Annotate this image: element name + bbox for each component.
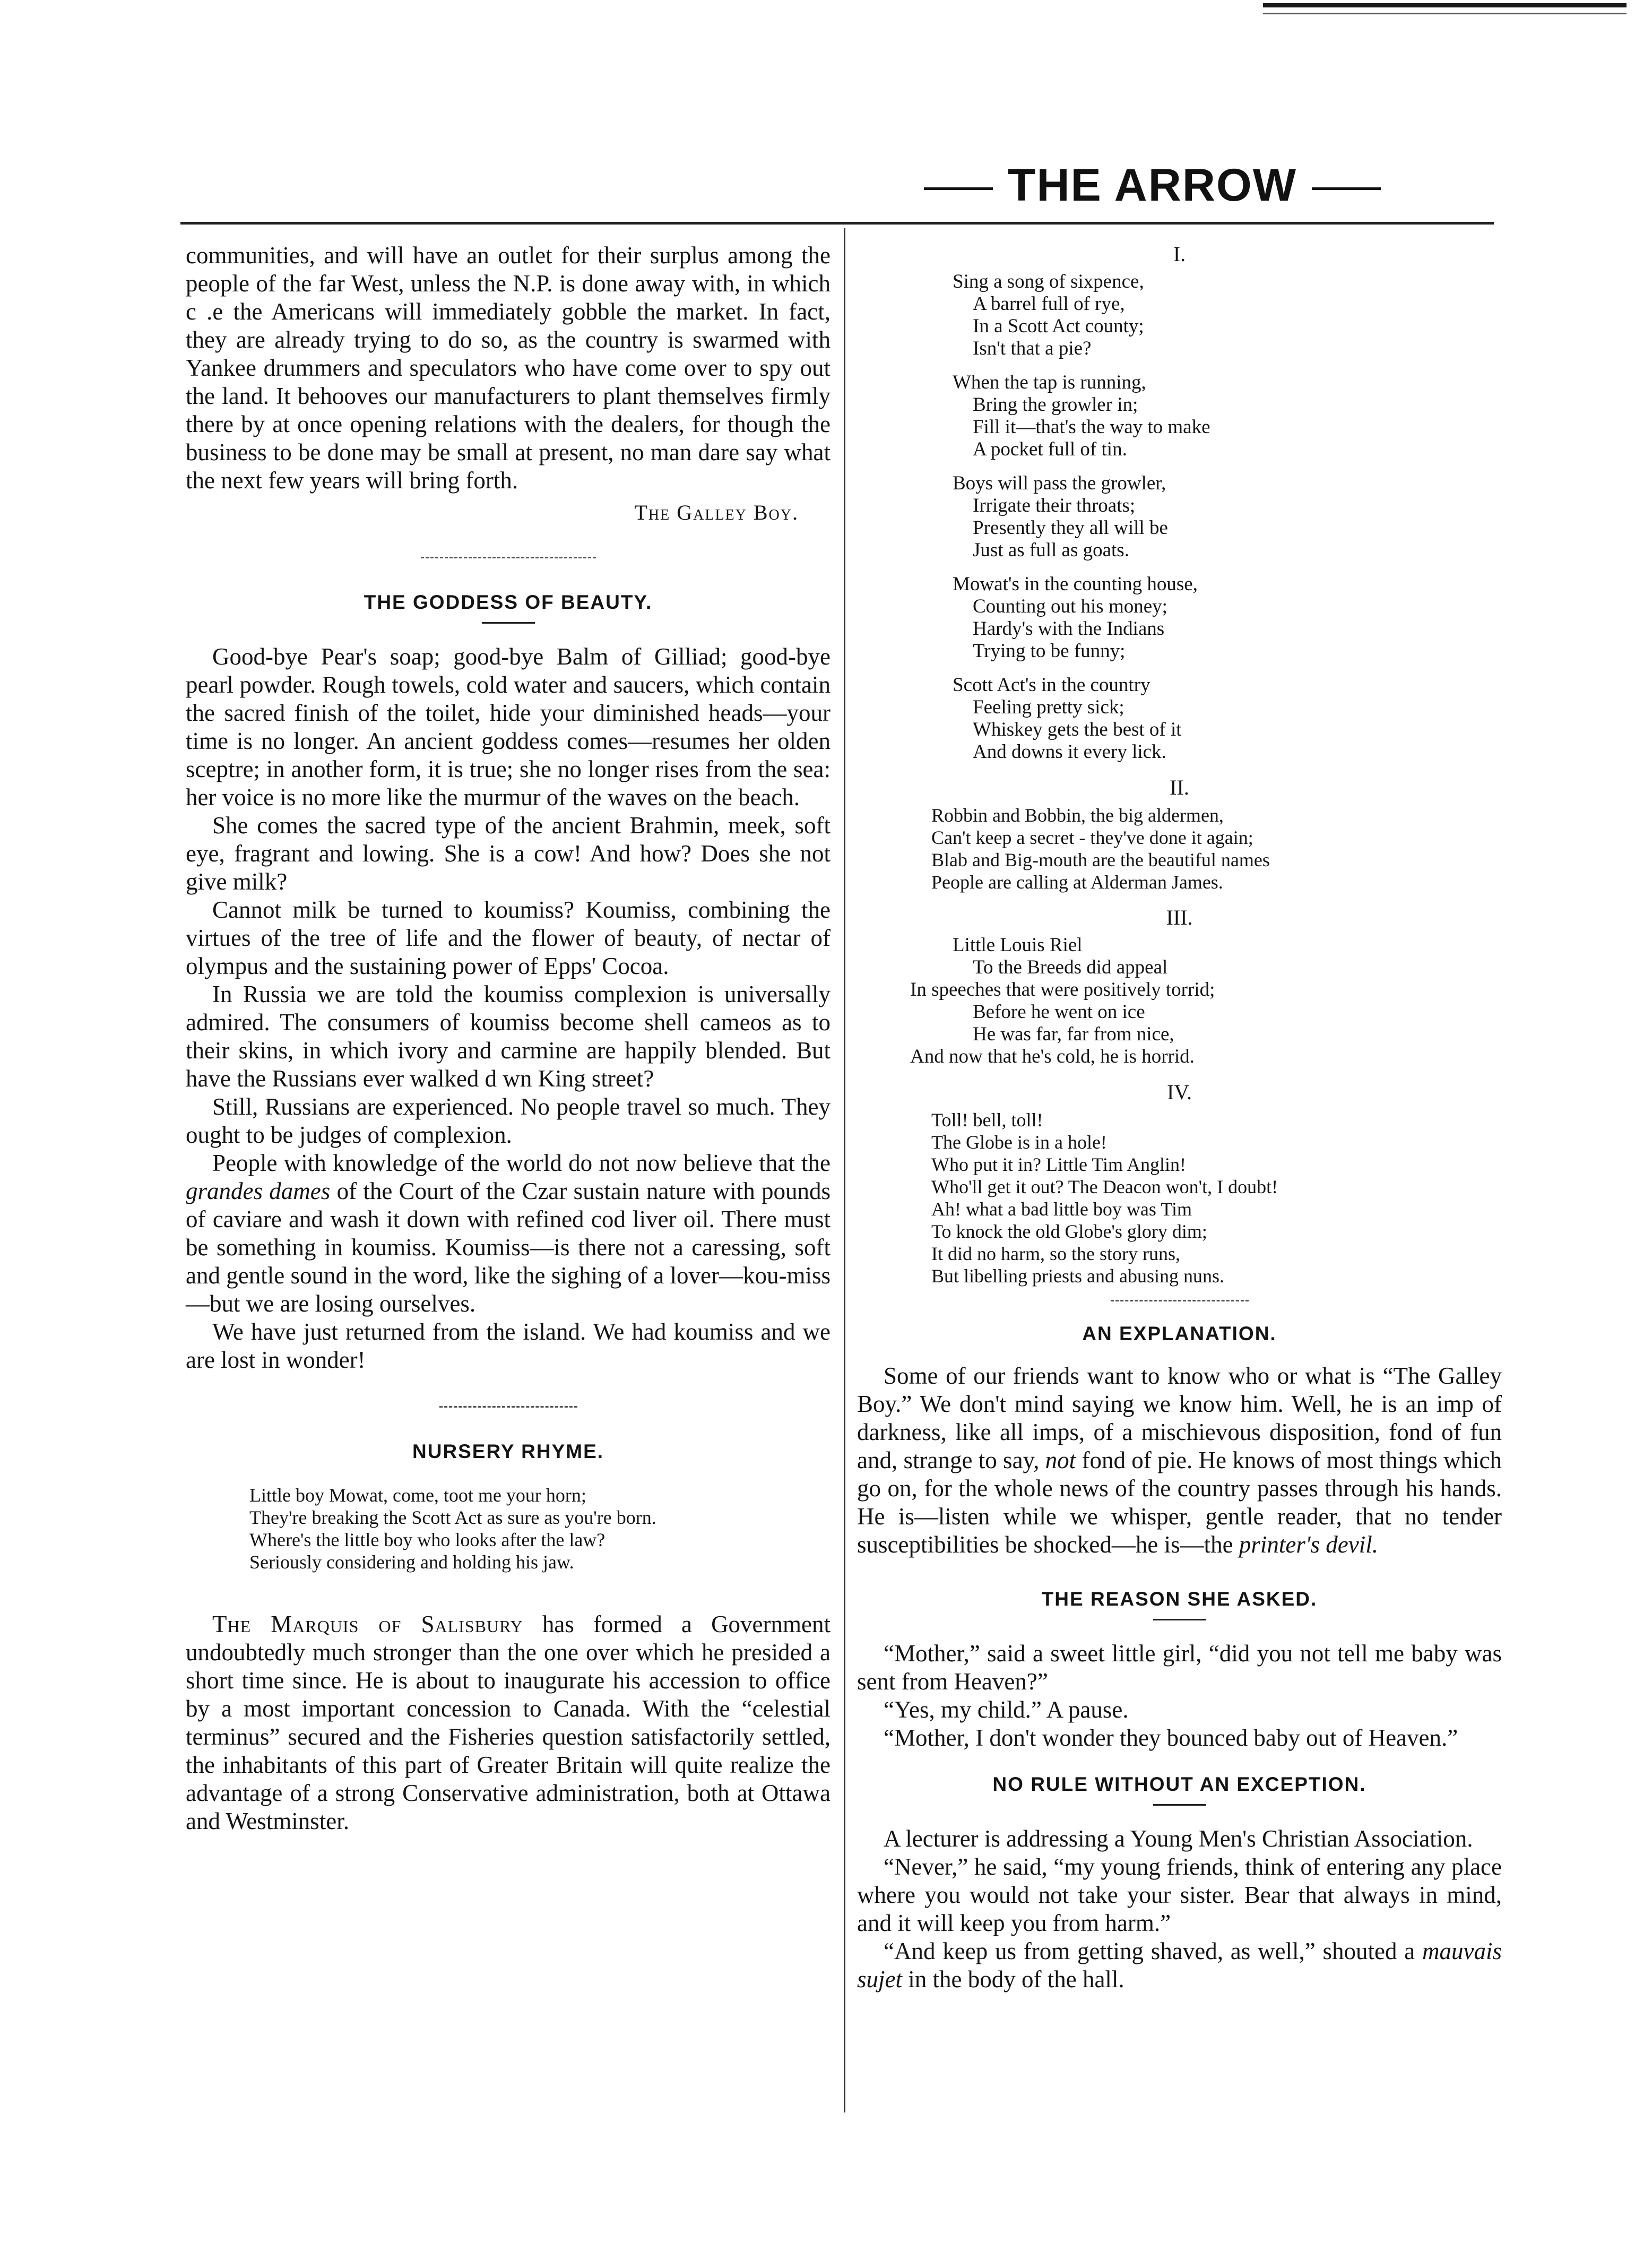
poem-line: Little boy Mowat, come, toot me your horn; (249, 1485, 586, 1506)
rhyme-stanza (953, 271, 1502, 360)
heading-underline (482, 622, 535, 624)
rhyme-line: Can't keep a secret - they've done it again; (931, 827, 1253, 848)
goddess-paragraph: In Russia we are told the koumiss complexion is universally admired. The consumers of koumiss become shell cameos as to their skins, in which ivory and carmine are happily blended. But have the Russians ever walked d wn King street? (186, 981, 831, 1092)
header-rule (180, 222, 1494, 225)
rhyme-stanza (953, 573, 1502, 662)
goddess-paragraph: Still, Russians are experienced. No people travel so much. They ought to be judges of complexion. (186, 1093, 831, 1148)
rhyme-line: A pocket full of tin. (973, 438, 1127, 460)
rhyme-line: It did no harm, so the story runs, (931, 1243, 1180, 1264)
rhyme-line: Feeling pretty sick; (973, 696, 1124, 718)
rhyme-line: Mowat's in the counting house, (953, 573, 1198, 595)
article-signature: The Galley Boy. (634, 501, 799, 524)
heading-underline (1153, 1619, 1206, 1620)
rhyme-stanza (953, 472, 1502, 562)
rhyme-line: Little Louis Riel (953, 934, 1083, 956)
goddess-paragraph (186, 1149, 831, 1318)
rhyme-stanza (910, 934, 1502, 1068)
rhyme-section (931, 1109, 1502, 1287)
rhyme-line: But libelling priests and abusing nuns. (931, 1265, 1224, 1287)
rhyme-line: Blab and Big-mouth are the beautiful names (931, 849, 1270, 870)
top-border-rule-thin (1263, 13, 1627, 14)
text-run: People with knowledge of the world do not now believe that the (212, 1150, 831, 1176)
rhyme-line: Robbin and Bobbin, the big aldermen, (931, 805, 1224, 826)
poem-line: Seriously considering and holding his jaw. (249, 1551, 574, 1573)
goddess-paragraph: We have just returned from the island. We had koumiss and we are lost in wonder! (186, 1318, 831, 1373)
rhyme-line: A barrel full of rye, (973, 293, 1125, 315)
rhyme-line: Hardy's with the Indians (973, 618, 1165, 640)
rhyme-line: In a Scott Act county; (973, 315, 1144, 337)
rhyme-line: Presently they all will be (973, 517, 1168, 539)
rhyme-stanza (953, 372, 1502, 461)
rhyme-section-numeral: II. (1170, 775, 1189, 799)
masthead (0, 159, 1396, 212)
goddess-heading: THE GODDESS OF BEAUTY. (364, 591, 653, 613)
section-separator (439, 1406, 577, 1408)
rhyme-line: Who put it in? Little Tim Anglin! (931, 1154, 1187, 1175)
poem-line: They're breaking the Scott Act as sure as you're born. (249, 1507, 656, 1528)
poem-line: Where's the little boy who looks after the law? (249, 1529, 605, 1550)
page-title: THE ARROW (1007, 160, 1297, 211)
heading-spacer (857, 1345, 1502, 1362)
rhyme-line: To knock the old Globe's glory dim; (931, 1221, 1207, 1242)
text-run: in the body of the hall. (902, 1966, 1124, 1993)
rhyme-line: Bring the growler in; (973, 394, 1138, 416)
reason-heading: THE REASON SHE ASKED. (1041, 1588, 1318, 1610)
rhyme-line: People are calling at Alderman James. (931, 872, 1223, 893)
rhyme-line: The Globe is in a hole! (931, 1132, 1107, 1153)
rhyme-line: And now that he's cold, he is horrid. (910, 1046, 1195, 1067)
rhyme-line: Boys will pass the growler, (953, 472, 1166, 494)
rhyme-section-numeral: I. (1173, 242, 1186, 266)
rhyme-section (953, 271, 1502, 763)
rhyme-line: Trying to be funny; (973, 640, 1126, 662)
continued-article-text: communities, and will have an outlet for their surplus among the people of the far West, unless the N.P. is done away with, in which c .e the Americans will immediately gobble the market. In fact, they are already trying to do so, as the country is swarmed with Yankee drummers and speculators who have come over to spy out the land. It behooves our manufacturers to plant themselves firmly there by at once opening relations with the dealers, for though the business to be done may be small at present, no man dare say what the next few years will bring forth. (186, 242, 831, 494)
rhyme-line: Fill it—that's the way to make (973, 416, 1210, 438)
section-separator (1111, 1300, 1249, 1301)
nursery-heading: NURSERY RHYME. (412, 1441, 604, 1462)
rhyme-line: To the Breeds did appeal (973, 956, 1168, 978)
rhyme-line: Before he went on ice (973, 1001, 1145, 1023)
masthead-dash-right (1312, 187, 1381, 190)
nursery-poem (249, 1484, 831, 1573)
goddess-paragraph: Cannot milk be turned to koumiss? Koumiss, combining the virtues of the tree of life and the flower of beauty, of nectar of olympus and the sustaining power of Epps' Cocoa. (186, 896, 831, 979)
italic-word: not (1045, 1447, 1076, 1473)
explanation-heading: AN EXPLANATION. (1082, 1323, 1277, 1344)
reason-paragraph: “Mother, I don't wonder they bounced baby out of Heaven.” (884, 1724, 1458, 1751)
rhyme-line: And downs it every lick. (973, 741, 1166, 763)
rhyme-line: Ah! what a bad little boy was Tim (931, 1198, 1192, 1220)
text-run: has formed a Government undoubtedly much stronger than the one over which he presided a short time since. He is about to inaugurate his accession to office by a most important concession to Canada. With the “celestial terminus” secured and the Fisheries question satisfactorily settled, the inhabitants of this part of Greater Britain will quite realize the advantage of a strong Conservative administration, both at Ottawa and Westminster. (186, 1611, 831, 1834)
masthead-dash-left (924, 187, 993, 190)
salisbury-paragraph (186, 1610, 831, 1835)
norule-paragraph (857, 1937, 1502, 1994)
rhyme-line: In speeches that were positively torrid; (910, 979, 1215, 1001)
rhyme-line: Just as full as goats. (973, 539, 1129, 561)
text-run: of the Court of the Czar sustain nature with pounds of caviare and wash it down with refined cod liver oil. There must be something in koumiss. Koumiss—is there not a caressing, soft and gentle sound in the word, like the sighing of a lover—kou-miss—but we are losing ourselves. (186, 1178, 831, 1317)
rhyme-stanza (931, 1109, 1502, 1287)
rhyme-line: Toll! bell, toll! (931, 1109, 1043, 1131)
top-border-rule (1263, 3, 1627, 7)
section-separator (421, 557, 596, 558)
parody-rhyme (857, 242, 1502, 1287)
text-run: Some of our friends want to know who or what is “The Galley Boy.” We don't mind saying we know him. Well, he is an imp of darkness, like all imps, of a mischievous disposition, fond of fun and, strange to say, (857, 1362, 1502, 1473)
heading-underline (1153, 1804, 1206, 1806)
reason-paragraph: “Mother,” said a sweet little girl, “did you not tell me baby was sent from Heaven?” (857, 1640, 1502, 1695)
rhyme-line: He was far, far from nice, (973, 1023, 1174, 1045)
rhyme-section-numeral: IV. (1166, 1080, 1192, 1104)
rhyme-line: Whiskey gets the best of it (973, 719, 1182, 740)
italic-phrase: mauvais sujet (857, 1938, 1502, 1993)
text-run: fond of pie. He knows of most things which go on, for the whole news of the country passes through his hands. He is—listen while we whisper, gentle reader, that no tender susceptibilities be shocked—he is—the (857, 1447, 1502, 1558)
goddess-paragraph: She comes the sacred type of the ancient Brahmin, meek, soft eye, fragrant and lowing. She is a cow! And how? Does she not give milk? (186, 812, 831, 895)
right-column (857, 242, 1502, 1994)
norule-paragraph: “Never,” he said, “my young friends, think of entering any place where you would not take your sister. Bear that always in mind, and it will keep you from harm.” (857, 1853, 1502, 1936)
rhyme-line: When the tap is running, (953, 372, 1146, 393)
rhyme-line: Scott Act's in the country (953, 674, 1150, 696)
rhyme-line: Counting out his money; (973, 596, 1167, 617)
explanation-paragraph (857, 1362, 1502, 1559)
rhyme-stanza (953, 674, 1502, 763)
reason-paragraph: “Yes, my child.” A pause. (884, 1696, 1129, 1723)
italic-phrase: printer's devil. (1239, 1531, 1378, 1558)
rhyme-stanza (931, 804, 1502, 893)
lead-in: The Marquis of Salisbury (212, 1611, 523, 1637)
norule-heading: NO RULE WITHOUT AN EXCEPTION. (992, 1773, 1366, 1795)
rhyme-line: Sing a song of sixpence, (953, 271, 1144, 292)
text-run: “And keep us from getting shaved, as well,” shouted a (884, 1938, 1422, 1964)
column-divider (844, 228, 845, 2112)
rhyme-line: Isn't that a pie? (973, 338, 1092, 359)
rhyme-section (931, 804, 1502, 893)
norule-paragraph: A lecturer is addressing a Young Men's Christian Association. (884, 1825, 1473, 1852)
rhyme-line: Who'll get it out? The Deacon won't, I doubt! (931, 1176, 1278, 1197)
rhyme-section-numeral: III. (1166, 906, 1193, 929)
left-column (186, 242, 831, 1835)
rhyme-section (910, 934, 1502, 1068)
rhyme-line: Irrigate their throats; (973, 495, 1136, 516)
goddess-paragraph: Good-bye Pear's soap; good-bye Balm of Gilliad; good-bye pearl powder. Rough towels, cold water and saucers, which contain the sacred finish of the toilet, hide your diminished heads—your time is no longer. An ancient goddess comes—resumes her olden sceptre; in another form, it is true; she no longer rises from the sea: her voice is no more like the murmur of the waves on the beach. (186, 643, 831, 810)
italic-phrase: grandes dames (186, 1178, 331, 1204)
